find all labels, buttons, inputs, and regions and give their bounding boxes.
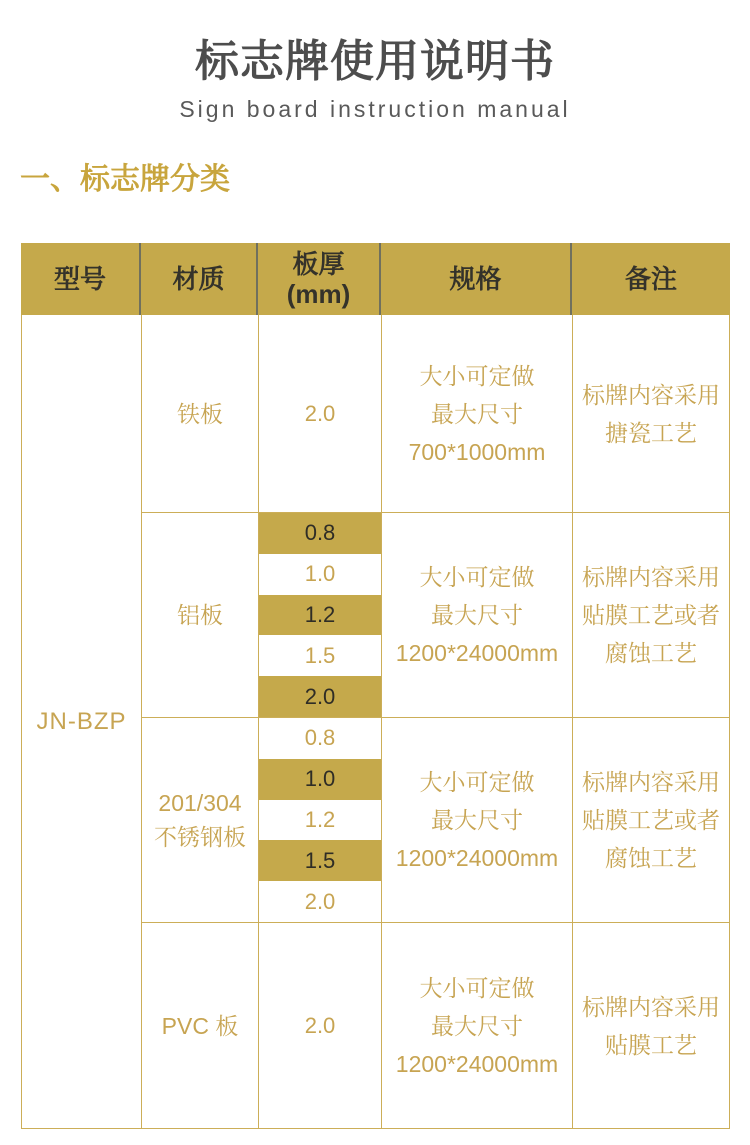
table-sections (142, 315, 729, 1128)
spec-line: 大小可定做 (419, 974, 535, 1001)
thickness-cell (259, 315, 382, 512)
thickness-row: 2.0 (259, 676, 381, 717)
spec-line: 1200*24000mm (395, 640, 559, 666)
thickness-row: 2.0 (304, 400, 336, 426)
spec-cell (382, 718, 573, 922)
spec-cell (382, 315, 573, 512)
table-section (142, 513, 729, 718)
header-thickness-line2: (mm) (286, 279, 351, 309)
thickness-row: 0.8 (304, 725, 336, 751)
thickness-cell (259, 718, 382, 922)
thickness-row: 1.5 (304, 642, 336, 668)
material-cell (142, 718, 259, 922)
spec-cell (382, 923, 573, 1128)
material-line: 不锈钢板 (154, 824, 246, 850)
material-cell (142, 513, 259, 717)
model-cell: JN-BZP (22, 315, 142, 1128)
thickness-row: 2.0 (304, 1012, 336, 1038)
material-line: 201/304 (158, 790, 242, 816)
spec-line: 1200*24000mm (395, 1050, 559, 1077)
thickness-row: 1.2 (304, 806, 336, 832)
spec-line: 最大尺寸 (431, 602, 523, 628)
spec-line: 最大尺寸 (431, 1012, 523, 1039)
thickness-row: 1.0 (259, 759, 381, 800)
spec-line: 700*1000mm (408, 438, 546, 465)
remark-line: 贴膜工艺或者 (582, 807, 720, 833)
thickness-row: 1.2 (259, 595, 381, 636)
header-cell-material: 材质 (141, 243, 258, 315)
section-heading: 一、标志牌分类 (20, 163, 230, 196)
thickness-row: 0.8 (259, 513, 381, 554)
remark-line: 腐蚀工艺 (605, 640, 697, 666)
page-subtitle: Sign board instruction manual (179, 96, 571, 122)
table-section (142, 315, 729, 513)
thickness-row: 1.5 (259, 840, 381, 881)
remark-line: 贴膜工艺或者 (582, 602, 720, 628)
header-cell-spec: 规格 (381, 243, 572, 315)
remark-cell (573, 315, 729, 512)
thickness-row: 2.0 (304, 888, 336, 914)
remark-line: 腐蚀工艺 (605, 845, 697, 871)
spec-line: 1200*24000mm (395, 845, 559, 871)
spec-line: 最大尺寸 (431, 807, 523, 833)
thickness-cell (259, 513, 382, 717)
spec-line: 大小可定做 (419, 769, 535, 795)
remark-cell (573, 718, 729, 922)
remark-line: 标牌内容采用 (582, 993, 720, 1020)
table-section (142, 923, 729, 1128)
remark-line: 标牌内容采用 (582, 381, 720, 408)
remark-line: 搪瓷工艺 (605, 419, 697, 446)
remark-line: 标牌内容采用 (582, 564, 720, 590)
page-title: 标志牌使用说明书 (195, 37, 555, 86)
remark-line: 标牌内容采用 (582, 769, 720, 795)
spec-line: 大小可定做 (419, 362, 535, 389)
table-section (142, 718, 729, 923)
thickness-cell (259, 923, 382, 1128)
spec-cell (382, 513, 573, 717)
header-cell-thickness (258, 243, 381, 315)
table-header-row (21, 243, 730, 315)
material-cell (142, 923, 259, 1128)
remark-cell (573, 513, 729, 717)
classification-table (21, 243, 730, 1129)
spec-line: 最大尺寸 (431, 400, 523, 427)
header-cell-model: 型号 (21, 243, 141, 315)
header-thickness-line1: 板厚 (292, 249, 345, 279)
remark-line: 贴膜工艺 (605, 1031, 697, 1058)
material-cell (142, 315, 259, 512)
material-line: 铁板 (177, 400, 223, 427)
thickness-row: 1.0 (304, 561, 336, 587)
remark-cell (573, 923, 729, 1128)
material-line: 铝板 (177, 602, 223, 628)
table-body (21, 315, 730, 1129)
header-cell-remark: 备注 (624, 264, 677, 294)
spec-line: 大小可定做 (419, 564, 535, 590)
material-line: PVC 板 (161, 1012, 239, 1039)
